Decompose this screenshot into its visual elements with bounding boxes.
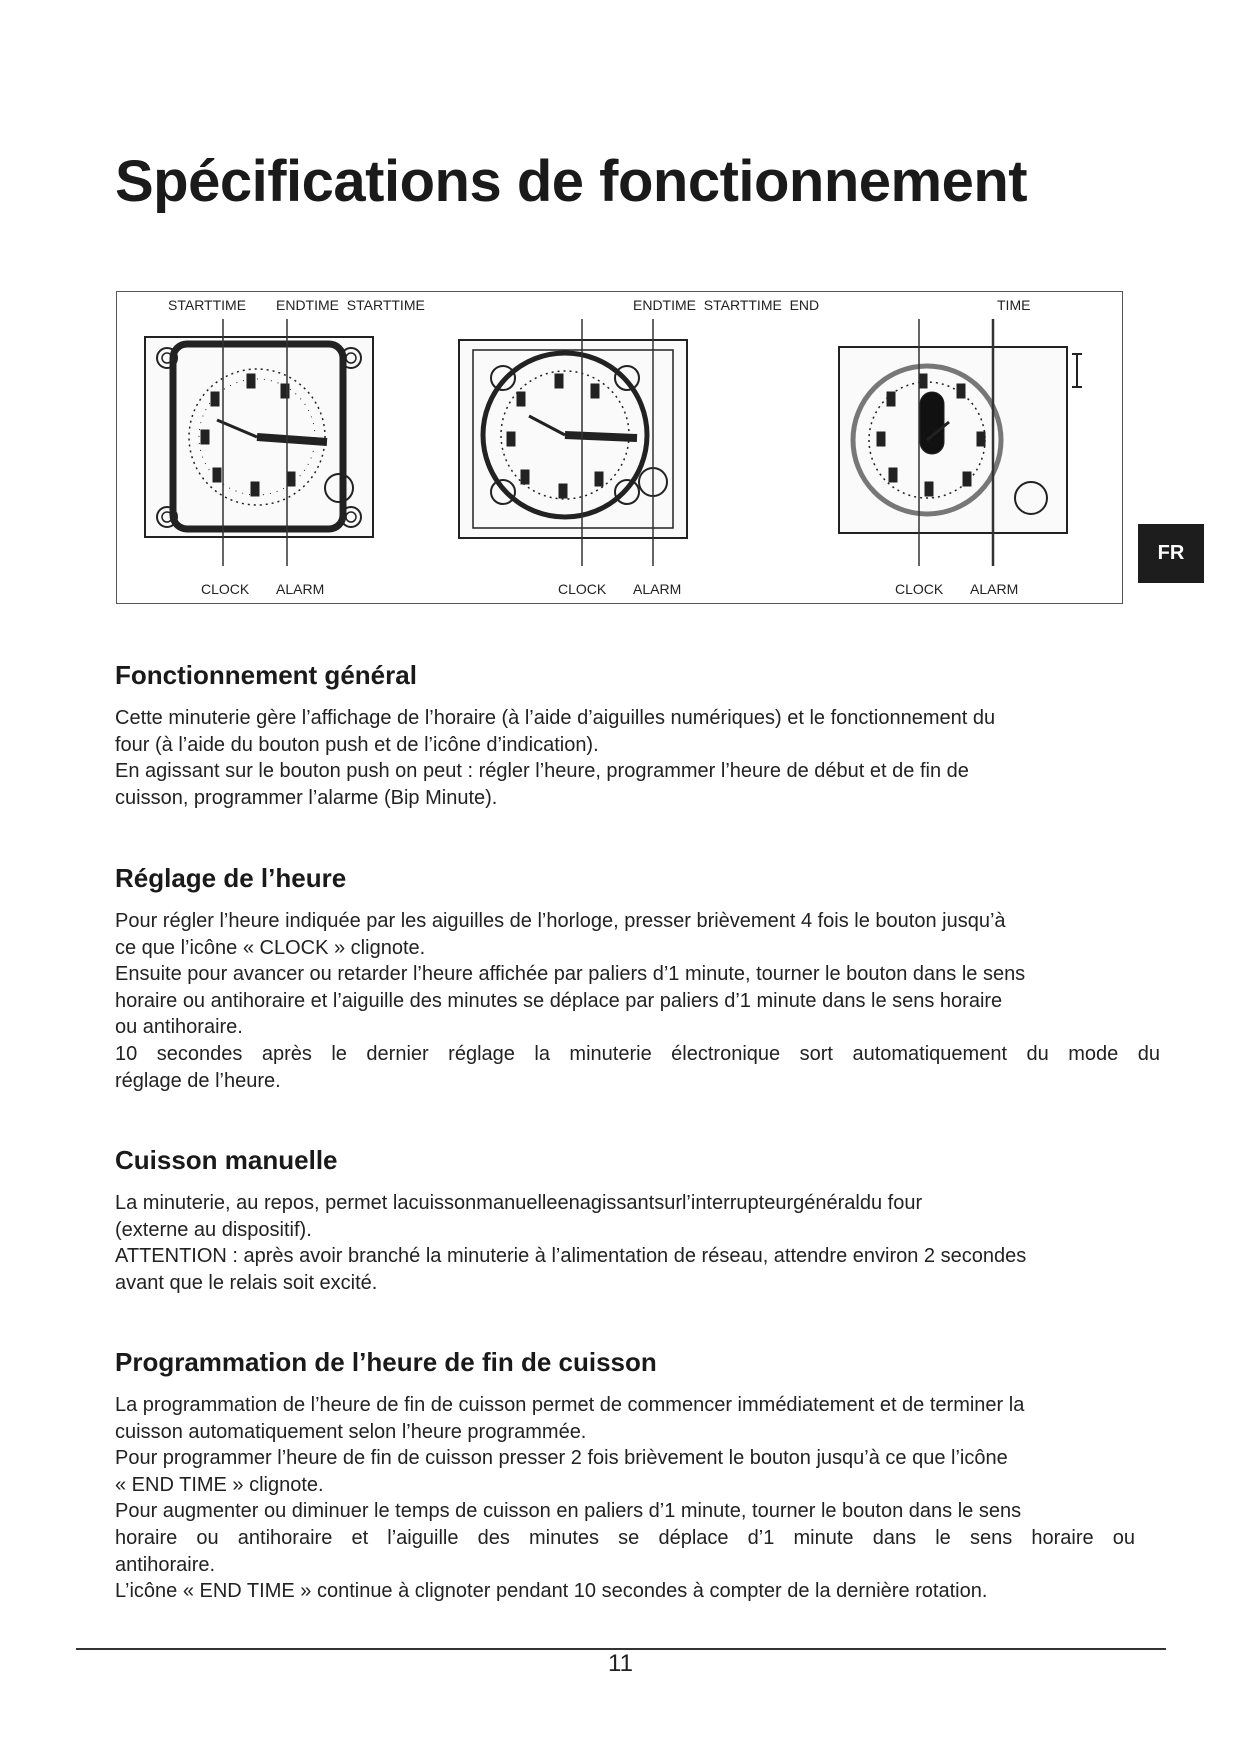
section-reglage-heure [115,863,1160,1094]
paragraph-line: Cette minuterie gère l’affichage de l’horaire (à l’aide d’aiguilles numériques) et le fonctionnement du [115,707,996,729]
section-cuisson-manuelle [115,1145,1160,1296]
timer-diagram-figure [116,291,1123,604]
paragraph-line: « END TIME » clignote. [115,1473,324,1496]
paragraph-line: four (à l’aide du bouton push et de l’icône d’indication). [115,733,599,756]
section-programmation-fin-cuisson [115,1347,1135,1605]
section-title: Fonctionnement général [115,660,417,690]
label-endtime-starttime-end: ENDTIME STARTTIME END [633,297,820,313]
paragraph-line: ce que l’icône « CLOCK » clignote. [115,936,426,959]
paragraph-line: réglage de l’heure. [115,1069,281,1092]
paragraph-line: Pour programmer l’heure de fin de cuisson presser 2 fois brièvement le bouton jusqu’à ce que l’icône [115,1447,1008,1470]
page-number: 11 [608,1650,633,1677]
paragraph-line: cuisson automatiquement selon l’heure programmée. [115,1420,587,1443]
paragraph-line: cuisson, programmer l’alarme (Bip Minute). [115,786,498,809]
language-tab: FR [1138,524,1204,583]
paragraph-line: horaire ou antihoraire et l’aiguille des minutes se déplace par paliers d’1 minute dans le sens horaire [115,989,1003,1012]
label-alarm-1: ALARM [276,581,325,597]
timer-illustration-1 [145,337,373,537]
paragraph-line: horaire ou antihoraire et l’aiguille des minutes se déplace d’1 minute dans le sens horaire ou [115,1526,1135,1549]
paragraph-line: Pour augmenter ou diminuer le temps de cuisson en paliers d’1 minute, tourner le bouton dans le sens [115,1500,1022,1523]
label-starttime: STARTTIME [168,297,247,313]
label-alarm-3: ALARM [970,581,1019,597]
paragraph-line: 10 secondes après le dernier réglage la minuterie électronique sort automatiquement du mode du [115,1042,1160,1065]
paragraph-line: La minuterie, au repos, permet lacuissonmanuelleenagissantsurl’interrupteurgénéraldu four [115,1192,923,1214]
paragraph-line: ATTENTION : après avoir branché la minuterie à l’alimentation de réseau, attendre environ 2 secondes [115,1245,1027,1268]
paragraph-line: En agissant sur le bouton push on peut : régler l’heure, programmer l’heure de début et de fin de [115,760,969,783]
label-alarm-2: ALARM [633,581,682,597]
section-title: Cuisson manuelle [115,1145,338,1175]
timer-illustration-3 [839,347,1082,533]
paragraph-line: ou antihoraire. [115,1016,243,1039]
paragraph-line: Ensuite pour avancer ou retarder l’heure affichée par paliers d’1 minute, tourner le bouton dans le sens [115,963,1026,986]
paragraph-line: Pour régler l’heure indiquée par les aiguilles de l’horloge, presser brièvement 4 fois le bouton jusqu’à [115,910,1006,932]
label-clock-3: CLOCK [895,581,944,597]
paragraph-line: L’icône « END TIME » continue à clignoter pendant 10 secondes à compter de la dernière rotation. [115,1580,988,1603]
paragraph-line: (externe au dispositif). [115,1218,312,1241]
label-clock-1: CLOCK [201,581,250,597]
label-clock-2: CLOCK [558,581,607,597]
paragraph-line: antihoraire. [115,1553,216,1576]
timer-diagram-drawing [117,292,1124,605]
paragraph-line: La programmation de l’heure de fin de cuisson permet de commencer immédiatement et de terminer la [115,1394,1025,1416]
page-title: Spécifications de fonctionnement [115,149,1028,214]
section-title: Réglage de l’heure [115,863,347,893]
label-time: TIME [997,297,1031,313]
label-endtime-starttime: ENDTIME STARTTIME [276,297,425,313]
section-title: Programmation de l’heure de fin de cuisson [115,1347,657,1377]
paragraph-line: avant que le relais soit excité. [115,1271,378,1294]
section-fonctionnement-general [115,660,1160,811]
